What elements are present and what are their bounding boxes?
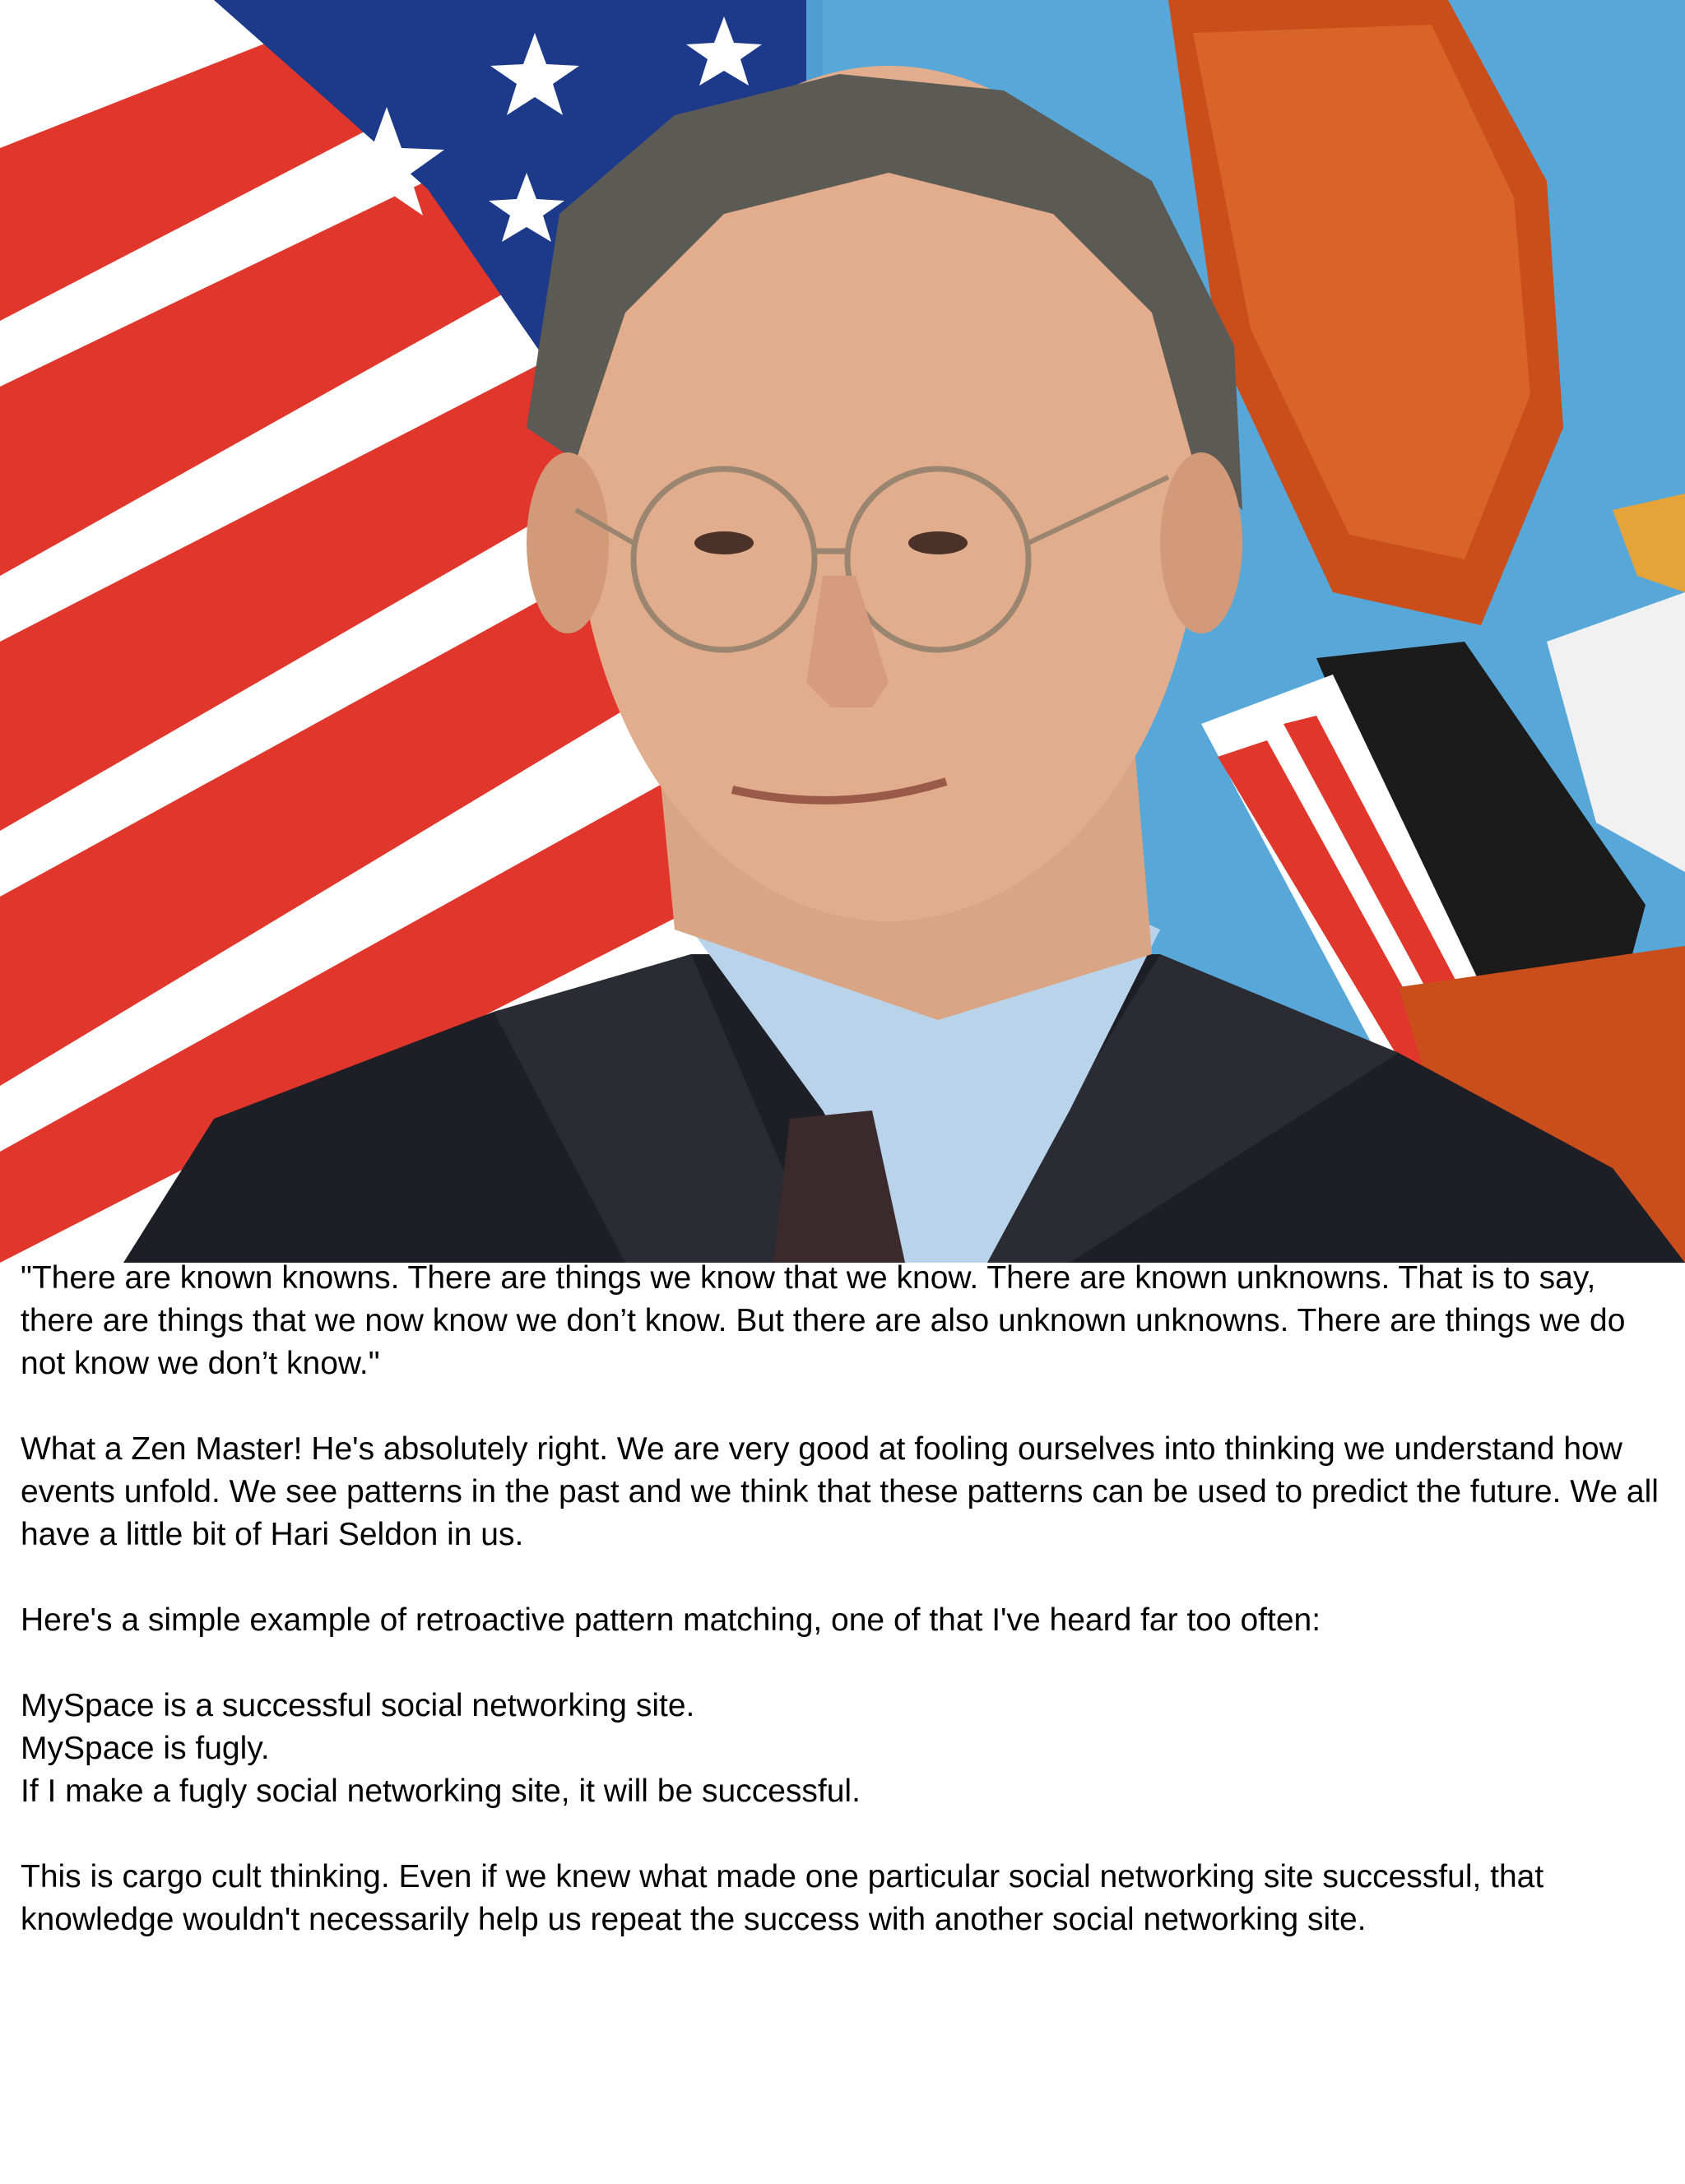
article-text bbox=[21, 1257, 1666, 1984]
quote-paragraph: "There are known knowns. There are things we know that we know. There are known unknowns. That is to say, there are things that we now know we don’t know. But there are also unknown unknowns. There are things we do not know we don’t know." bbox=[21, 1260, 1626, 1381]
example-line: MySpace is fugly. bbox=[21, 1731, 270, 1766]
example-line: MySpace is a successful social networking site. bbox=[21, 1688, 695, 1723]
example-lines bbox=[21, 1685, 1666, 1813]
example-line: If I make a fugly social networking site, it will be successful. bbox=[21, 1774, 861, 1809]
closing-paragraph: This is cargo cult thinking. Even if we knew what made one particular social networking site successful, that knowledge wouldn't necessarily help us repeat the success with another social networking site. bbox=[21, 1859, 1544, 1937]
commentary-paragraph: What a Zen Master! He's absolutely right. We are very good at fooling ourselves into thinking we understand how events unfold. We see patterns in the past and we think that these patterns can be used to predict the future. We all have a little bit of Hari Seldon in us. bbox=[21, 1431, 1659, 1552]
example-intro-paragraph: Here's a simple example of retroactive pattern matching, one of that I've heard far too often: bbox=[21, 1602, 1321, 1638]
